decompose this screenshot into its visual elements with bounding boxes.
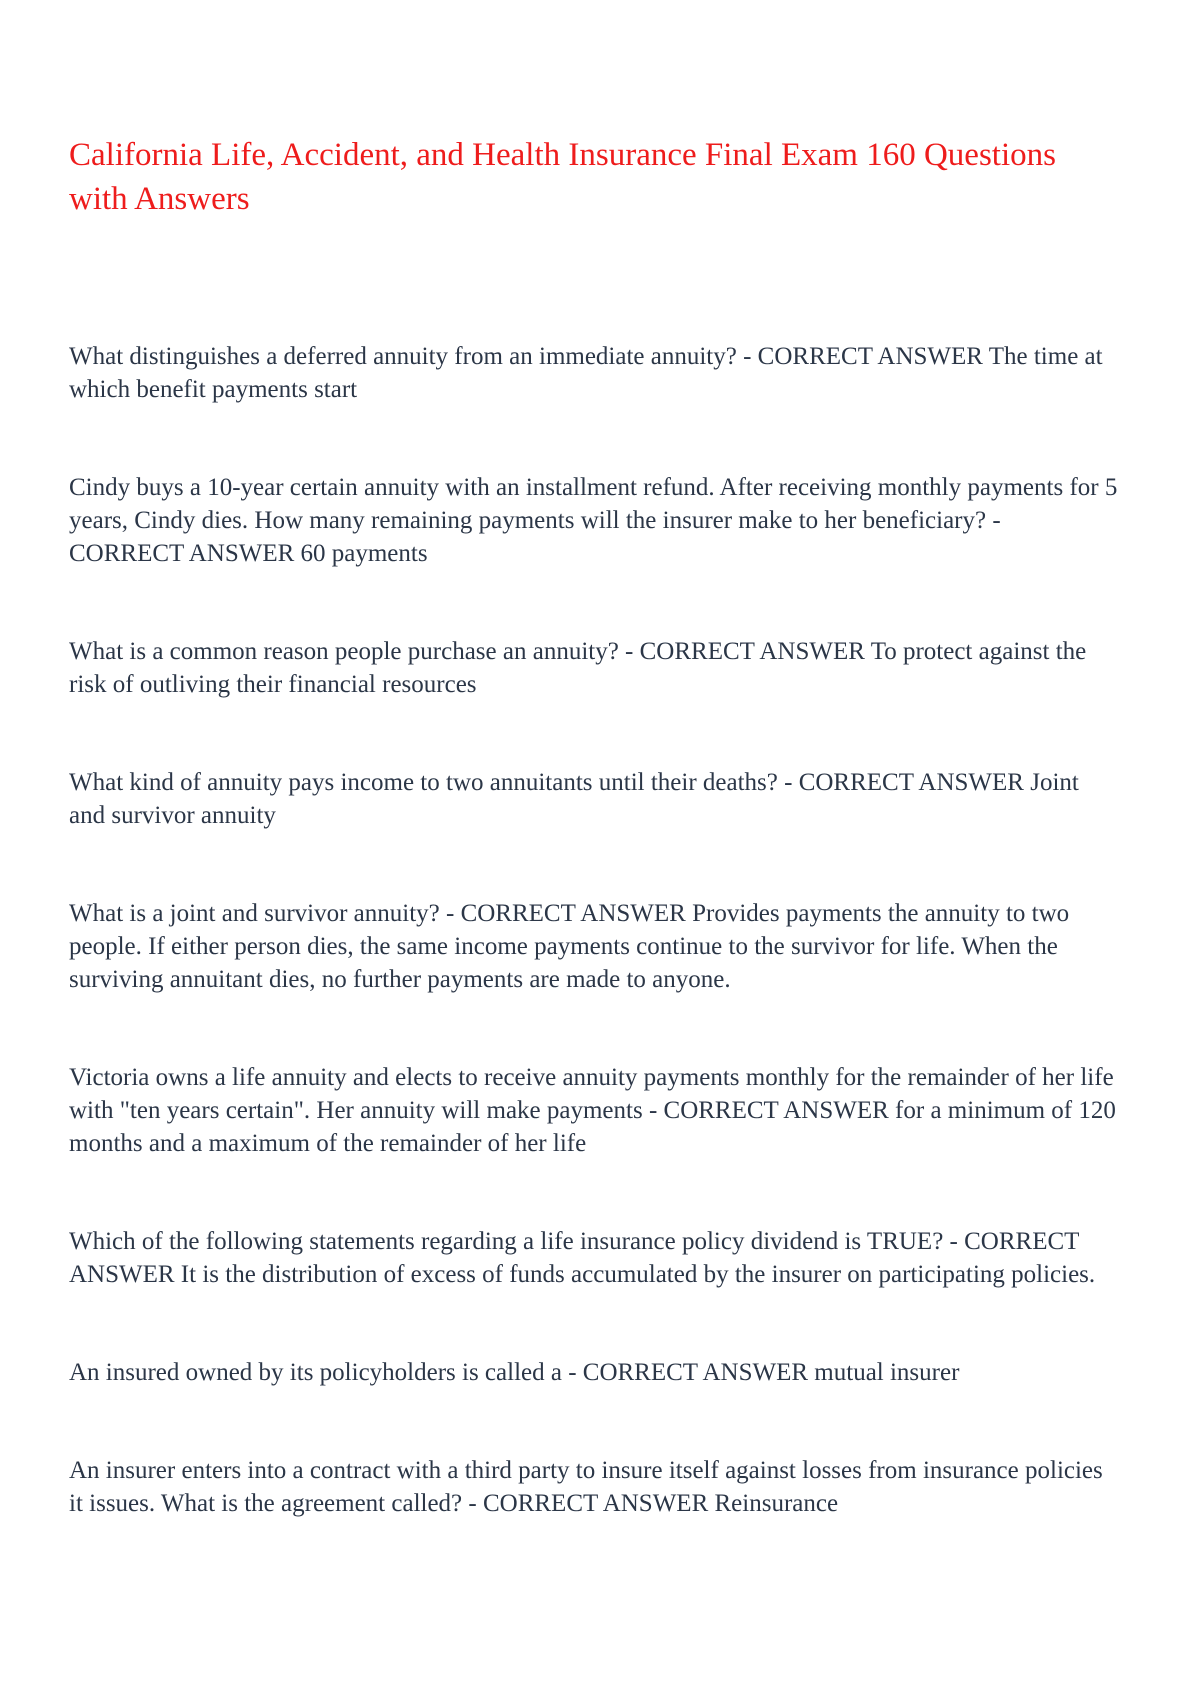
document-title: California Life, Accident, and Health Insurance Final Exam 160 Questions with Answers (69, 137, 1056, 217)
qa-list (69, 340, 1121, 1520)
qa-item: An insurer enters into a contract with a third party to insure itself against losses from insurance policies it issues. What is the agreement called? - CORRECT ANSWER Reinsurance (69, 1457, 1103, 1517)
qa-item: An insured owned by its policyholders is called a - CORRECT ANSWER mutual insurer (69, 1359, 960, 1386)
qa-item: What distinguishes a deferred annuity from an immediate annuity? - CORRECT ANSWER The time at which benefit payments start (69, 343, 1103, 403)
qa-item: Victoria owns a life annuity and elects to receive annuity payments monthly for the remainder of her life with "ten years certain". Her annuity will make payments - CORRECT ANSWER for a minimum of 120 months and a maximum of the remainder of her life (69, 1064, 1116, 1157)
qa-item: What is a joint and survivor annuity? - CORRECT ANSWER Provides payments the annuity to two people. If either person dies, the same income payments continue to the survivor for life. When the surviving annuitant dies, no further payments are made to anyone. (69, 900, 1070, 993)
qa-item: Cindy buys a 10-year certain annuity with an installment refund. After receiving monthly payments for 5 years, Cindy dies. How many remaining payments will the insurer make to her beneficiary? - CORRECT ANSWER 60 payments (69, 474, 1118, 567)
qa-item: What is a common reason people purchase an annuity? - CORRECT ANSWER To protect against the risk of outliving their financial resources (69, 638, 1087, 698)
qa-item: Which of the following statements regarding a life insurance policy dividend is TRUE? - CORRECT ANSWER It is the distribution of excess of funds accumulated by the insurer on participating policies. (69, 1228, 1096, 1288)
qa-item: What kind of annuity pays income to two annuitants until their deaths? - CORRECT ANSWER Joint and survivor annuity (69, 769, 1079, 829)
